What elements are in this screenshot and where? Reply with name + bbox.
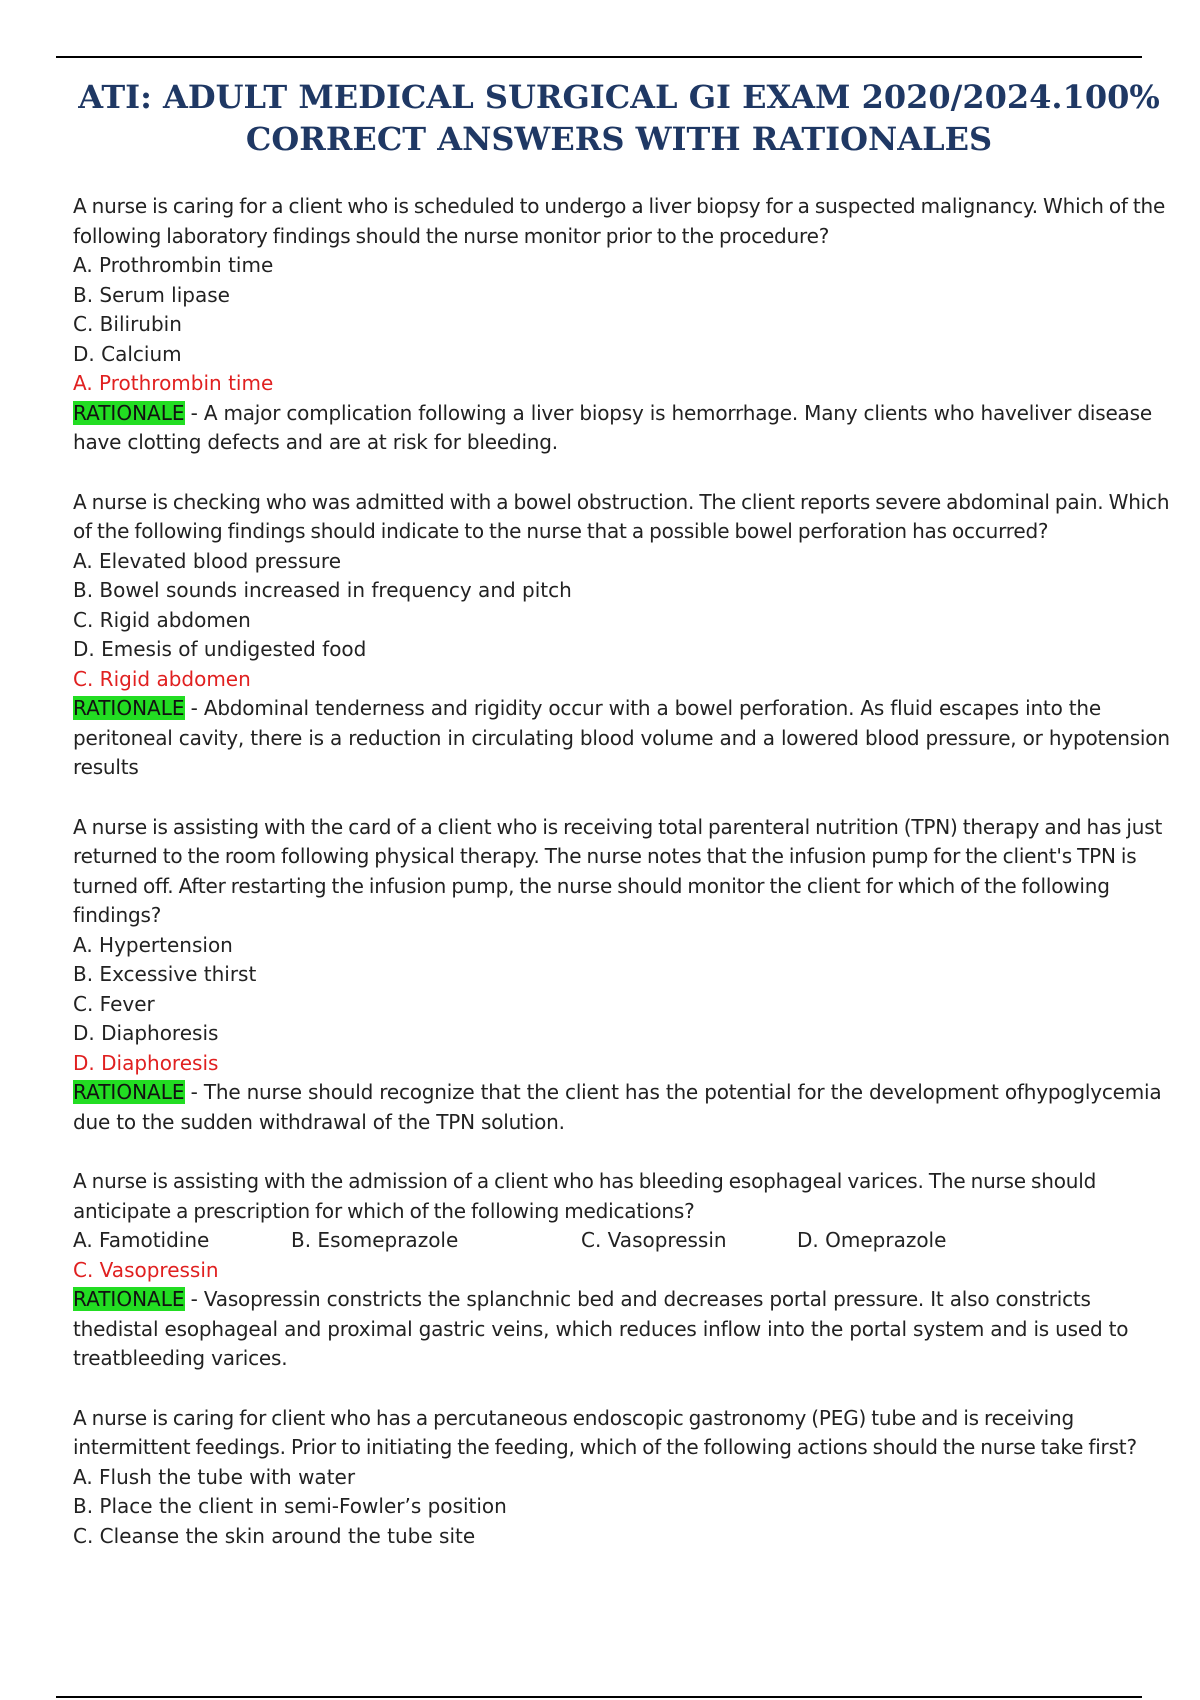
correct-answer: A. Prothrombin time bbox=[73, 371, 274, 395]
rationale-label: RATIONALE bbox=[73, 400, 185, 425]
question-stem: A nurse is caring for client who has a percutaneous endoscopic gastronomy (PEG) tube and is receiving intermittent feedings. Prior to initiating the feeding, which of the following actions should the nurse take first? bbox=[73, 1405, 1137, 1459]
rationale-text: - Abdominal tenderness and rigidity occur with a bowel perforation. As fluid escapes into the peritoneal cavity, there is a reduction in circulating blood volume and a lowered blood pressure, or hypotension results bbox=[73, 696, 1170, 779]
question-1 bbox=[73, 192, 1173, 458]
question-5 bbox=[73, 1404, 1173, 1552]
rationale bbox=[73, 694, 1173, 783]
option-a: A. Elevated blood pressure bbox=[73, 548, 341, 573]
rationale-text: - Vasopressin constricts the splanchnic bed and decreases portal pressure. It also constricts thedistal esophageal and proximal gastric veins, which reduces inflow into the portal system and is used to treatbleeding varices. bbox=[73, 1287, 1129, 1370]
option-b: B. Place the client in semi-Fowler’s position bbox=[73, 1494, 507, 1518]
option-c: C. Vasopressin bbox=[581, 1228, 727, 1252]
rationale bbox=[73, 399, 1173, 458]
question-stem: A nurse is caring for a client who is scheduled to undergo a liver biopsy for a suspected malignancy. Which of the following laboratory findings should the nurse monitor prior to the procedure? bbox=[73, 194, 1166, 248]
option-d: D. Diaphoresis bbox=[73, 1021, 219, 1045]
correct-answer: C. Vasopressin bbox=[73, 1257, 219, 1282]
rationale bbox=[73, 1078, 1173, 1137]
option-a: A. Flush the tube with water bbox=[73, 1464, 356, 1489]
rationale-text: - A major complication following a liver biopsy is hemorrhage. Many clients who haveliver disease have clotting defects and are at risk for bleeding. bbox=[73, 400, 1152, 454]
title-line-1: ATI: ADULT MEDICAL SURGICAL GI EXAM 2020/2024.100% bbox=[78, 78, 1160, 116]
option-a: A. Hypertension bbox=[73, 932, 233, 957]
option-c: C. Fever bbox=[73, 991, 155, 1016]
option-d: D. Emesis of undigested food bbox=[73, 637, 367, 661]
option-b: B. Esomeprazole bbox=[291, 1228, 459, 1252]
question-stem: A nurse is checking who was admitted with a bowel obstruction. The client reports severe abdominal pain. Which of the following findings should indicate to the nurse that a possible bowel perforation has occurred? bbox=[73, 489, 1170, 543]
question-stem: A nurse is assisting with the admission of a client who has bleeding esophageal varices. The nurse should anticipate a prescription for which of the following medications? bbox=[73, 1169, 1097, 1223]
correct-answer: C. Rigid abdomen bbox=[73, 666, 251, 691]
question-2 bbox=[73, 488, 1173, 783]
rationale-text: - The nurse should recognize that the client has the potential for the development ofhypoglycemia due to the sudden withdrawal of the TPN solution. bbox=[73, 1080, 1162, 1134]
correct-answer: D. Diaphoresis bbox=[73, 1050, 219, 1075]
option-c: C. Bilirubin bbox=[73, 312, 182, 336]
title-line-2: CORRECT ANSWERS WITH RATIONALES bbox=[245, 120, 993, 158]
option-a: A. Prothrombin time bbox=[73, 253, 274, 277]
option-d: D. Calcium bbox=[73, 341, 182, 366]
page-title bbox=[56, 76, 1182, 160]
option-c: C. Rigid abdomen bbox=[73, 607, 251, 632]
option-b: B. Excessive thirst bbox=[73, 962, 257, 986]
option-b: B. Bowel sounds increased in frequency and pitch bbox=[73, 578, 572, 602]
question-3 bbox=[73, 813, 1173, 1138]
top-rule bbox=[56, 56, 1142, 58]
question-4 bbox=[73, 1167, 1173, 1374]
question-list bbox=[73, 192, 1173, 1581]
rationale-label: RATIONALE bbox=[73, 1080, 185, 1104]
option-c: C. Cleanse the skin around the tube site bbox=[73, 1523, 476, 1548]
rationale bbox=[73, 1285, 1173, 1374]
option-d: D. Omeprazole bbox=[797, 1228, 947, 1252]
rationale-label: RATIONALE bbox=[73, 1287, 185, 1311]
bottom-rule bbox=[56, 1696, 1142, 1698]
option-b: B. Serum lipase bbox=[73, 282, 230, 307]
option-a: A. Famotidine bbox=[73, 1228, 210, 1252]
question-stem: A nurse is assisting with the card of a client who is receiving total parenteral nutrition (TPN) therapy and has just returned to the room following physical therapy. The nurse notes that the infusion pump for the client's TPN is turned off. After restarting the infusion pump, the nurse should monitor the client for which of the following findings? bbox=[73, 814, 1163, 927]
rationale-label: RATIONALE bbox=[73, 696, 185, 720]
options-row bbox=[73, 1226, 1173, 1256]
